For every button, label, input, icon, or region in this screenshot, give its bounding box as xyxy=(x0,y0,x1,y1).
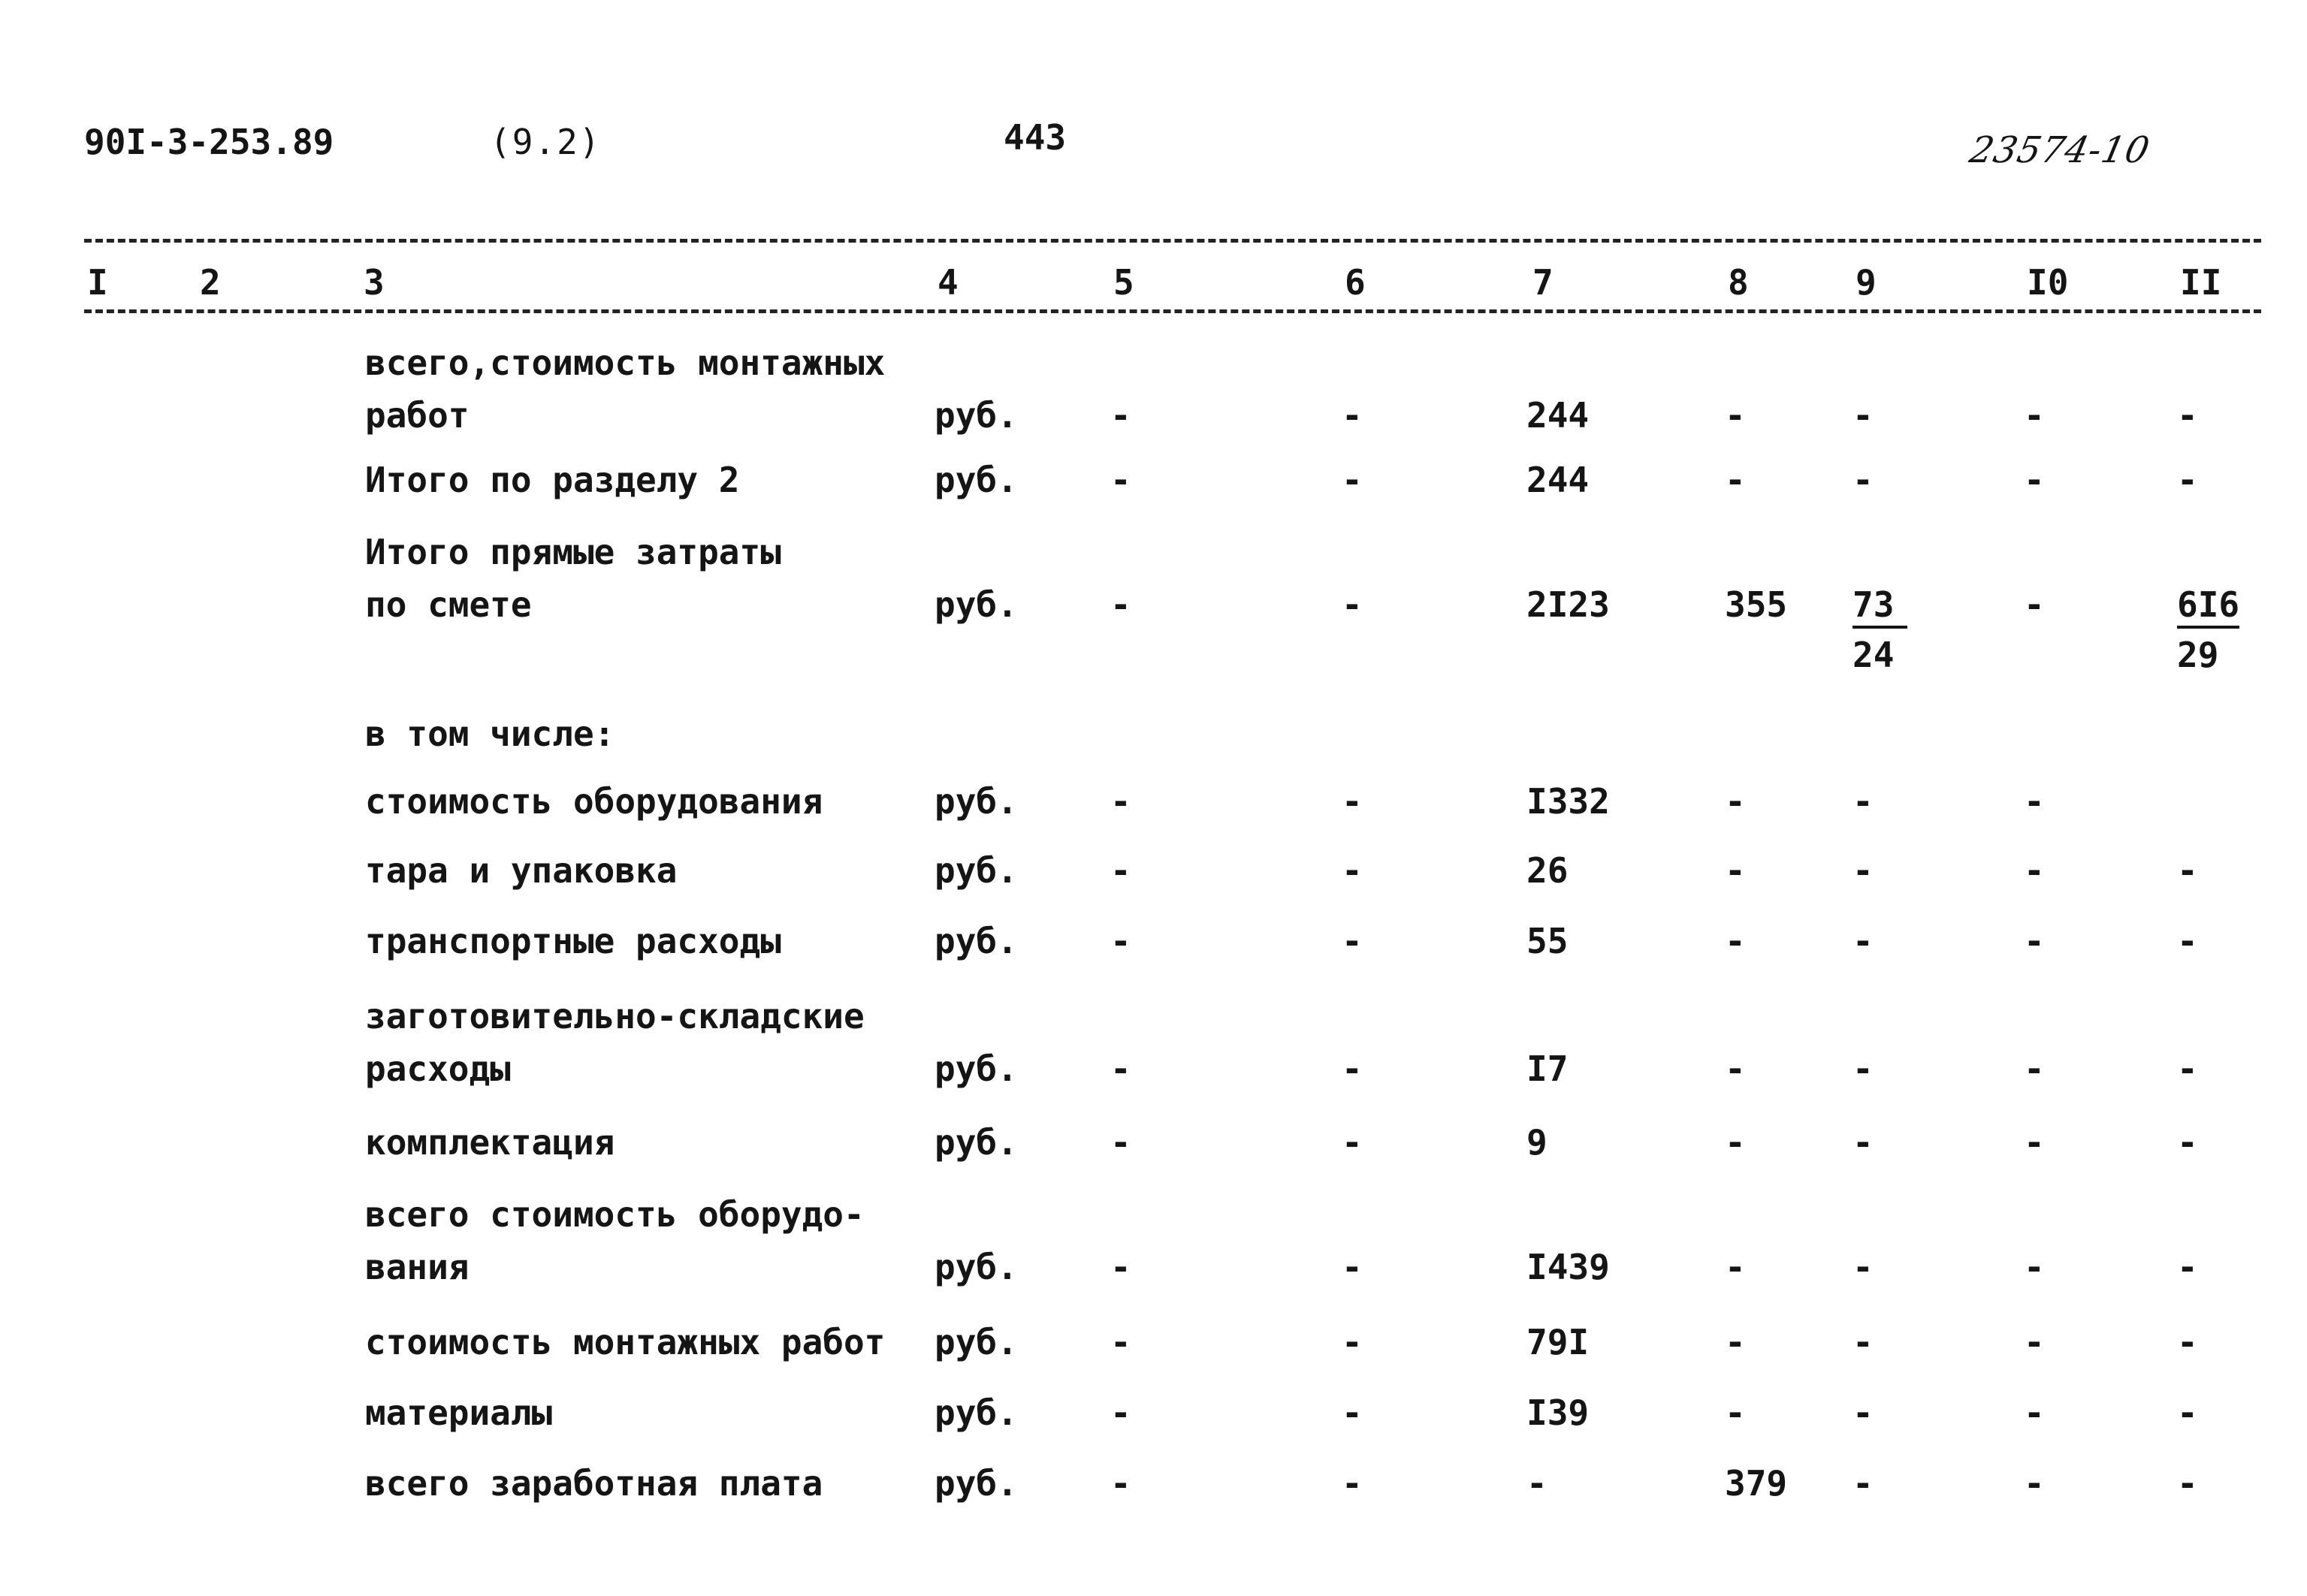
col9-cell: - xyxy=(1853,1392,1874,1433)
row-label: заготовительно-складские xyxy=(365,996,865,1036)
col9-denominator: 24 xyxy=(1853,635,1895,675)
col5-cell: - xyxy=(1110,1322,1131,1362)
unit-cell: руб. xyxy=(935,1048,1018,1089)
col7-cell: I439 xyxy=(1526,1247,1610,1287)
column-number-4: 4 xyxy=(935,263,962,302)
col7-cell: 244 xyxy=(1526,460,1590,500)
row-label: вания xyxy=(365,1247,470,1287)
col8-cell: - xyxy=(1725,1322,1746,1362)
col7-cell: 244 xyxy=(1526,395,1590,436)
col10-cell: - xyxy=(2024,921,2045,961)
col7-cell: 2I23 xyxy=(1526,584,1610,625)
row-label: Итого по разделу 2 xyxy=(365,460,740,500)
page-number: 443 xyxy=(1004,117,1067,158)
col9-cell: - xyxy=(1853,850,1874,891)
col5-cell: - xyxy=(1110,584,1131,625)
unit-cell: руб. xyxy=(935,1122,1018,1163)
col5-cell: - xyxy=(1110,1392,1131,1433)
col5-cell: - xyxy=(1110,1463,1131,1504)
col11-cell: - xyxy=(2177,1392,2198,1433)
col5-cell: - xyxy=(1110,395,1131,436)
column-number-8: 8 xyxy=(1725,263,1752,302)
col11-denominator: 29 xyxy=(2177,635,2219,675)
row-label: расходы xyxy=(365,1048,511,1089)
col11-cell: - xyxy=(2177,1463,2198,1504)
col7-cell: 9 xyxy=(1526,1122,1548,1163)
col8-cell: 379 xyxy=(1725,1463,1788,1504)
col6-cell: - xyxy=(1342,1247,1363,1287)
row-label: в том числе: xyxy=(365,714,615,754)
col8-cell: - xyxy=(1725,781,1746,822)
col7-cell: - xyxy=(1526,1463,1548,1504)
col10-cell: - xyxy=(2024,395,2045,436)
row-label: всего,стоимость монтажных xyxy=(365,342,886,383)
col9-fraction xyxy=(1853,578,1907,679)
row-label: тара и упаковка xyxy=(365,850,678,891)
col6-cell: - xyxy=(1342,1048,1363,1089)
col11-numerator: 6I6 xyxy=(2177,584,2239,629)
col9-cell: - xyxy=(1853,1322,1874,1362)
col8-cell: - xyxy=(1725,1048,1746,1089)
col10-cell: - xyxy=(2024,1122,2045,1163)
column-number-9: 9 xyxy=(1853,263,1880,302)
col6-cell: - xyxy=(1342,460,1363,500)
col11-cell: - xyxy=(2177,1122,2198,1163)
col6-cell: - xyxy=(1342,1392,1363,1433)
col11-cell: - xyxy=(2177,921,2198,961)
col8-cell: - xyxy=(1725,850,1746,891)
col8-cell: - xyxy=(1725,460,1746,500)
row-label: стоимость монтажных работ xyxy=(365,1322,886,1362)
col8-cell: - xyxy=(1725,1122,1746,1163)
col10-cell: - xyxy=(2024,1392,2045,1433)
col8-cell: - xyxy=(1725,1392,1746,1433)
col9-cell: - xyxy=(1853,1247,1874,1287)
unit-cell: руб. xyxy=(935,850,1018,891)
unit-cell: руб. xyxy=(935,1322,1018,1362)
col8-cell: - xyxy=(1725,921,1746,961)
unit-cell: руб. xyxy=(935,921,1018,961)
col7-cell: I7 xyxy=(1526,1048,1569,1089)
document-code: 90I-3-253.89 xyxy=(84,122,334,162)
col9-cell: - xyxy=(1853,1048,1874,1089)
section-number: (9.2) xyxy=(490,122,602,162)
unit-cell: руб. xyxy=(935,460,1018,500)
col11-cell: - xyxy=(2177,1322,2198,1362)
col7-cell: I332 xyxy=(1526,781,1610,822)
col10-cell: - xyxy=(2024,1463,2045,1504)
row-label: материалы xyxy=(365,1392,553,1433)
col10-cell: - xyxy=(2024,1048,2045,1089)
unit-cell: руб. xyxy=(935,1463,1018,1504)
row-label: транспортные расходы xyxy=(365,921,781,961)
col5-cell: - xyxy=(1110,460,1131,500)
col6-cell: - xyxy=(1342,584,1363,625)
col10-cell: - xyxy=(2024,460,2045,500)
col8-cell: 355 xyxy=(1725,584,1788,625)
column-number-1: I xyxy=(84,263,111,302)
col5-cell: - xyxy=(1110,850,1131,891)
col6-cell: - xyxy=(1342,1322,1363,1362)
col9-cell: - xyxy=(1853,395,1874,436)
col11-cell: - xyxy=(2177,850,2198,891)
column-number-5: 5 xyxy=(1110,263,1137,302)
col5-cell: - xyxy=(1110,1048,1131,1089)
row-label: работ xyxy=(365,395,470,436)
col9-cell: - xyxy=(1853,460,1874,500)
col9-numerator: 73 xyxy=(1853,584,1907,629)
col5-cell: - xyxy=(1110,781,1131,822)
col7-cell: I39 xyxy=(1526,1392,1590,1433)
col11-cell: - xyxy=(2177,460,2198,500)
col5-cell: - xyxy=(1110,1122,1131,1163)
col8-cell: - xyxy=(1725,395,1746,436)
col10-cell: - xyxy=(2024,1322,2045,1362)
col11-cell: - xyxy=(2177,1247,2198,1287)
col10-cell: - xyxy=(2024,850,2045,891)
col11-cell: - xyxy=(2177,395,2198,436)
column-number-2: 2 xyxy=(197,263,224,302)
col10-cell: - xyxy=(2024,584,2045,625)
row-label: по смете xyxy=(365,584,532,625)
col5-cell: - xyxy=(1110,1247,1131,1287)
col5-cell: - xyxy=(1110,921,1131,961)
col6-cell: - xyxy=(1342,395,1363,436)
col6-cell: - xyxy=(1342,921,1363,961)
handwritten-inventory-code: 23574-10 xyxy=(1966,129,2154,171)
col9-cell: - xyxy=(1853,1463,1874,1504)
col11-fraction xyxy=(2177,578,2239,679)
row-label: Итого прямые затраты xyxy=(365,532,781,572)
col6-cell: - xyxy=(1342,1463,1363,1504)
col7-cell: 26 xyxy=(1526,850,1569,891)
unit-cell: руб. xyxy=(935,1247,1018,1287)
col6-cell: - xyxy=(1342,781,1363,822)
col10-cell: - xyxy=(2024,781,2045,822)
col9-cell: - xyxy=(1853,781,1874,822)
column-number-11: II xyxy=(2177,263,2224,302)
column-header-rule xyxy=(84,309,2261,313)
column-number-10: I0 xyxy=(2024,263,2071,302)
column-number-7: 7 xyxy=(1529,263,1557,302)
col9-cell: - xyxy=(1853,1122,1874,1163)
col11-cell: - xyxy=(2177,1048,2198,1089)
table-top-rule xyxy=(84,239,2261,243)
col7-cell: 79I xyxy=(1526,1322,1590,1362)
column-number-6: 6 xyxy=(1342,263,1369,302)
col10-cell: - xyxy=(2024,1247,2045,1287)
row-label: всего заработная плата xyxy=(365,1463,823,1504)
col8-cell: - xyxy=(1725,1247,1746,1287)
col6-cell: - xyxy=(1342,850,1363,891)
row-label: комплектация xyxy=(365,1122,615,1163)
unit-cell: руб. xyxy=(935,584,1018,625)
col7-cell: 55 xyxy=(1526,921,1569,961)
row-label: стоимость оборудования xyxy=(365,781,823,822)
col9-cell: - xyxy=(1853,921,1874,961)
unit-cell: руб. xyxy=(935,781,1018,822)
col6-cell: - xyxy=(1342,1122,1363,1163)
unit-cell: руб. xyxy=(935,395,1018,436)
unit-cell: руб. xyxy=(935,1392,1018,1433)
column-number-3: 3 xyxy=(361,263,388,302)
row-label: всего стоимость оборудо- xyxy=(365,1194,865,1235)
